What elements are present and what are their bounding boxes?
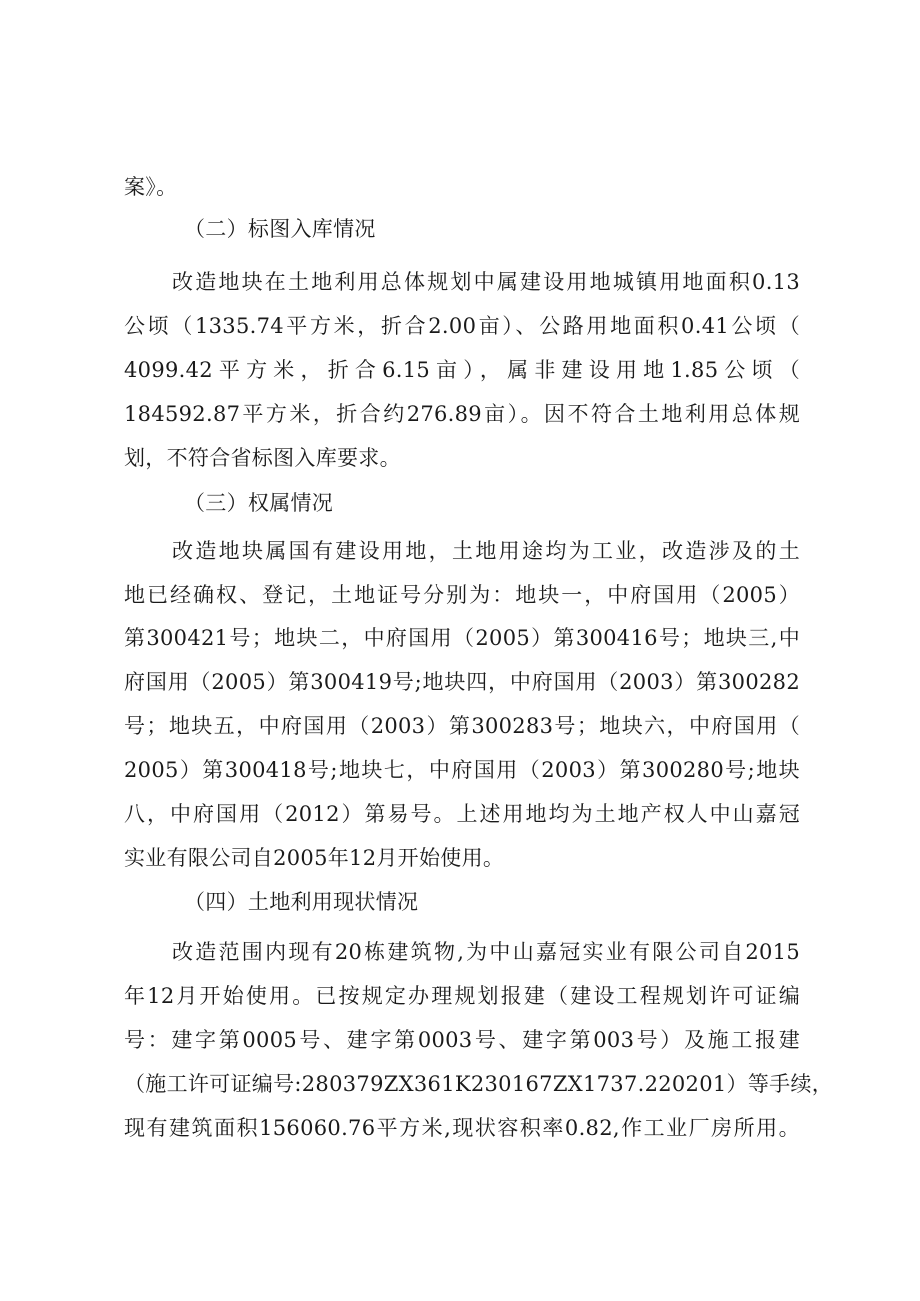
section-heading: （二）标图入库情况: [184, 217, 376, 241]
text-line: 实业有限公司自2005年12月开始使用。: [124, 846, 505, 870]
text-line: 4099.42平方米，折合6.15亩），属非建设用地1.85公顷（: [124, 358, 800, 382]
text-line: 府国用（2005）第300419号;地块四，中府国用（2003）第300282: [124, 670, 800, 694]
text-line: 184592.87平方米，折合约276.89亩）。因不符合土地利用总体规: [124, 402, 800, 426]
text-line: 八，中府国用（2012）第易号。上述用地均为土地产权人中山嘉冠: [124, 802, 800, 826]
text-line: （施工许可证编号:280379ZX361K230167ZX1737.220201）等手续，: [124, 1072, 834, 1096]
section-heading: （四）土地利用现状情况: [184, 890, 419, 914]
text-line: 2005）第300418号;地块七，中府国用（2003）第300280号;地块: [124, 758, 800, 782]
text-line: 地已经确权、登记，土地证号分别为：地块一，中府国用（2005）: [124, 583, 800, 607]
text-line: 改造地块在土地利用总体规划中属建设用地城镇用地面积0.13: [172, 270, 800, 294]
text-line: 号；地块五，中府国用（2003）第300283号；地块六，中府国用（: [124, 714, 800, 738]
text-line: 公顷（1335.74平方米，折合2.00亩）、公路用地面积0.41公顷（: [124, 314, 800, 338]
text-line: 号：建字第0005号、建字第0003号、建字第003号）及施工报建: [124, 1028, 800, 1052]
text-line: 案》。: [124, 175, 178, 199]
text-line: 年12月开始使用。已按规定办理规划报建（建设工程规划许可证编: [124, 984, 800, 1008]
text-line: 第300421号；地块二，中府国用（2005）第300416号；地块三,中: [124, 626, 800, 650]
text-line: 改造范围内现有20栋建筑物,为中山嘉冠实业有限公司自2015: [172, 940, 800, 964]
section-heading: （三）权属情况: [184, 491, 334, 515]
text-line: 划，不符合省标图入库要求。: [124, 446, 401, 470]
text-line: 现有建筑面积156060.76平方米,现状容积率0.82,作工业厂房所用。: [124, 1116, 800, 1140]
text-line: 改造地块属国有建设用地，土地用途均为工业，改造涉及的土: [172, 539, 800, 563]
